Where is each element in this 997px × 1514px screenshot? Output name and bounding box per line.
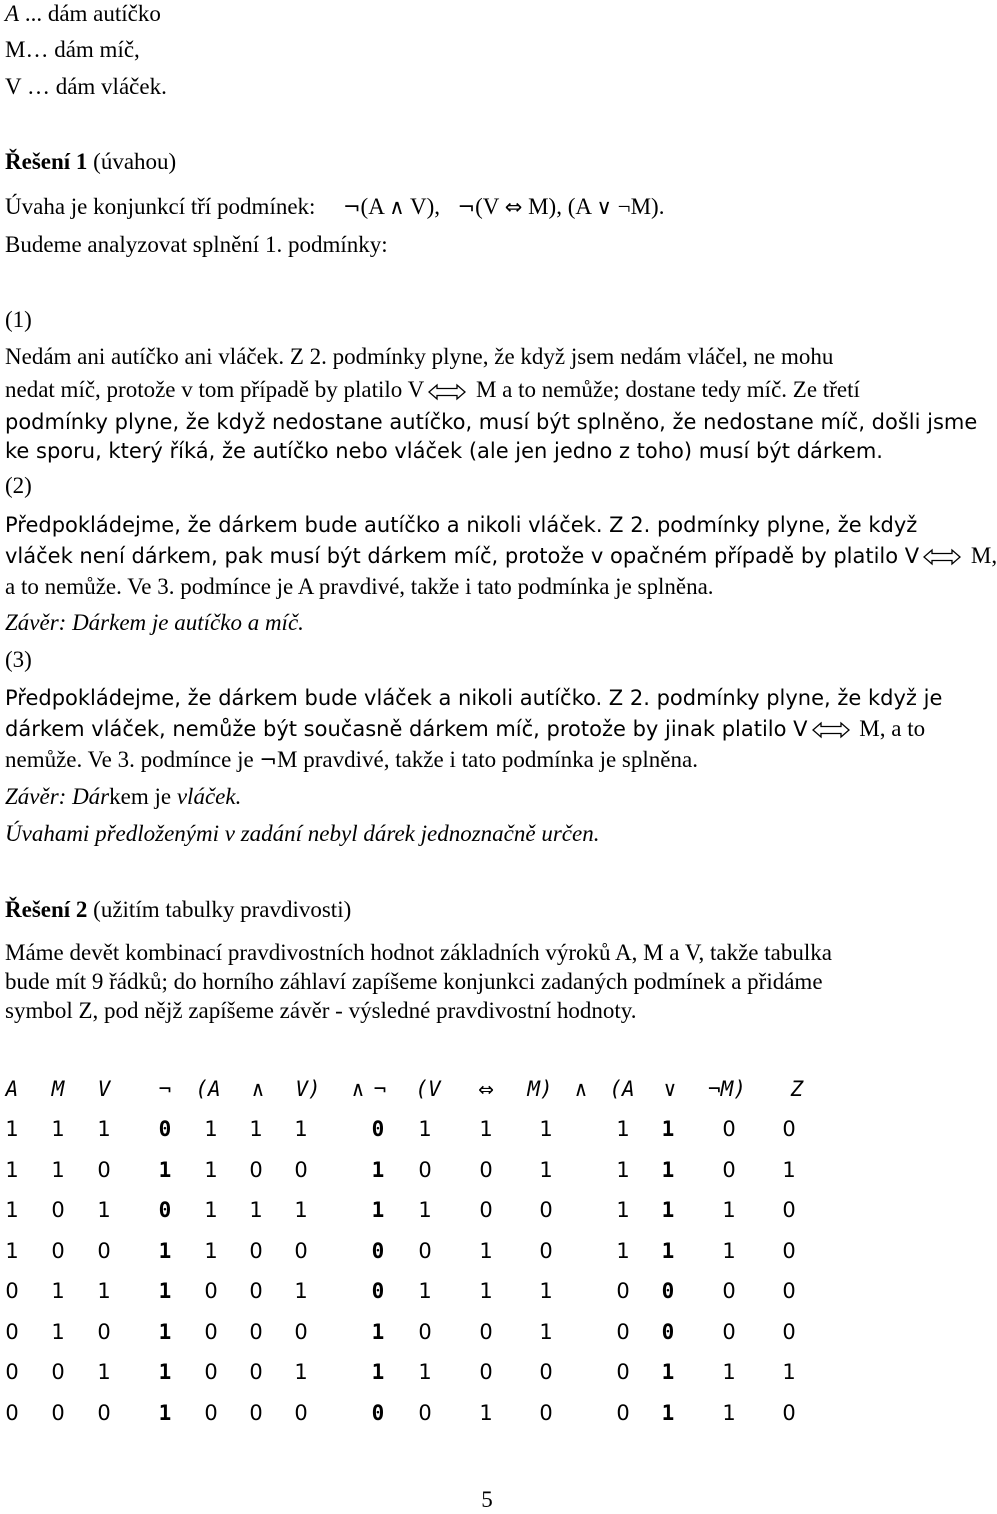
table-cell: 1 [371,1157,385,1182]
table-cell: 0 [51,1198,65,1222]
table-cell: 1 [51,1117,65,1141]
table-row [0,1277,960,1305]
case3-line1: Předpokládejme, že dárkem bude vláček a nikoli autíčko. Z 2. podmínky plyne, že když je [5,686,943,710]
table-cell: 1 [418,1117,432,1141]
table-cell: 0 [371,1400,385,1425]
table-cell: 1 [661,1238,675,1263]
case1-line2: nedat míč, protože v tom případě by platilo V M a to nemůže; dostane tedy míč. Ze třetí [5,377,860,402]
table-cell: 0 [204,1360,218,1384]
case2-line2: vláček není dárkem, pak musí být dárkem míč, protože v opačném případě by platilo V M, [5,543,997,568]
table-cell: 1 [5,1117,19,1141]
table-cell: 1 [97,1279,111,1303]
table-cell: 1 [418,1279,432,1303]
table-cell: 0 [249,1238,263,1263]
header-cell: ¬ [373,1077,387,1101]
table-cell: 0 [97,1238,111,1263]
table-cell: 0 [249,1400,263,1425]
header-cell: ∧ [251,1077,265,1101]
table-cell: 0 [722,1319,736,1344]
intro-line-m: M… dám míč, [5,37,140,62]
table-cell: 1 [371,1360,385,1384]
table-cell: 1 [97,1198,111,1222]
table-cell: 0 [371,1279,385,1303]
case2-conclusion: Závěr: Dárkem je autíčko a míč. [5,610,304,635]
page-number: 5 [481,1487,493,1512]
table-cell: 1 [371,1319,385,1344]
table-cell: 1 [5,1157,19,1182]
table-cell: 0 [204,1400,218,1425]
table-cell: 0 [249,1319,263,1344]
table-row [0,1237,960,1265]
intro-line-v: V … dám vláček. [5,74,167,99]
table-cell: 0 [418,1238,432,1263]
table-cell: 0 [51,1400,65,1425]
table-cell: 1 [51,1279,65,1303]
table-row [0,1399,960,1427]
header-cell: (A [609,1077,635,1101]
table-cell: 1 [616,1198,630,1222]
table-cell: 1 [158,1238,172,1263]
header-cell: (A [195,1077,221,1101]
table-cell: 1 [616,1157,630,1182]
table-cell: 0 [418,1319,432,1344]
table-cell: 1 [51,1157,65,1182]
table-cell: 0 [158,1117,172,1141]
table-cell: 1 [51,1319,65,1344]
solution1-heading: Řešení 1 (úvahou) [5,149,177,174]
table-cell: 0 [249,1360,263,1384]
header-cell: V [97,1077,111,1101]
table-row [0,1156,960,1184]
table-cell: 1 [661,1198,675,1222]
table-row [0,1115,960,1143]
table-cell: 1 [661,1117,675,1141]
table-cell: 1 [782,1360,796,1384]
table-cell: 1 [294,1360,308,1384]
table-cell: 0 [539,1238,553,1263]
table-cell: 0 [97,1400,111,1425]
table-cell: 1 [158,1157,172,1182]
table-cell: 0 [5,1360,19,1384]
table-row [0,1318,960,1346]
header-cell: Z [790,1077,804,1101]
table-cell: 0 [5,1319,19,1344]
header-cell: ∨ [663,1077,677,1101]
equivalence-arrow-icon [428,384,466,400]
case3-line2: dárkem vláček, nemůže být současně dárkem míč, protože by jinak platilo V M, a to [5,716,926,741]
table-cell: 0 [204,1319,218,1344]
table-cell: 1 [661,1157,675,1182]
case1-label: (1) [5,307,32,332]
equivalence-arrow-icon [812,722,850,738]
truth-table-header [0,1075,960,1103]
table-cell: 0 [539,1360,553,1384]
table-cell: 1 [722,1400,736,1425]
table-cell: 0 [722,1117,736,1141]
table-cell: 1 [97,1360,111,1384]
table-cell: 0 [539,1400,553,1425]
table-cell: 0 [97,1157,111,1182]
header-cell: ¬ [158,1077,172,1101]
table-cell: 0 [661,1319,675,1344]
table-cell: 1 [204,1198,218,1222]
table-cell: 0 [479,1319,493,1344]
table-cell: 0 [51,1238,65,1263]
table-cell: 1 [204,1157,218,1182]
table-cell: 1 [204,1238,218,1263]
table-cell: 0 [294,1157,308,1182]
case2-label: (2) [5,473,32,498]
table-cell: 0 [782,1400,796,1425]
header-cell: ∧ [574,1077,588,1101]
header-cell: M) [527,1077,553,1101]
table-cell: 0 [722,1157,736,1182]
table-cell: 0 [722,1279,736,1303]
table-cell: 0 [782,1117,796,1141]
table-cell: 1 [539,1157,553,1182]
table-cell: 1 [158,1400,172,1425]
negation-symbol: ¬ [342,195,361,219]
table-cell: 0 [249,1157,263,1182]
table-cell: 0 [782,1319,796,1344]
table-cell: 1 [294,1198,308,1222]
table-cell: 1 [479,1117,493,1141]
table-row [0,1196,960,1224]
table-cell: 0 [249,1279,263,1303]
table-cell: 1 [616,1238,630,1263]
table-cell: 0 [5,1279,19,1303]
solution2-line1: Máme devět kombinací pravdivostních hodnot základních výroků A, M a V, takže tabulka [5,940,832,965]
table-cell: 0 [51,1360,65,1384]
table-cell: 1 [661,1360,675,1384]
case1-line3: podmínky plyne, že když nedostane autíčko, musí být splněno, že nedostane míč, došli jsme [5,410,978,434]
solution2-heading: Řešení 2 (užitím tabulky pravdivosti) [5,897,352,922]
table-cell: 0 [418,1157,432,1182]
negation-symbol: ¬ [457,195,476,219]
case1-line1: Nedám ani autíčko ani vláček. Z 2. podmínky plyne, že když jsem nedám vláčel, ne mohu [5,344,834,369]
table-cell: 1 [5,1238,19,1263]
case3-conclusion: Závěr: Dárkem je vláček. [5,784,242,809]
table-cell: 1 [722,1198,736,1222]
table-cell: 1 [97,1117,111,1141]
table-cell: 1 [371,1198,385,1222]
table-cell: 1 [539,1117,553,1141]
table-cell: 1 [782,1157,796,1182]
table-cell: 1 [722,1238,736,1263]
table-cell: 0 [294,1238,308,1263]
case3-label: (3) [5,647,32,672]
header-cell: ∧ [351,1077,365,1101]
table-cell: 1 [249,1117,263,1141]
equivalence-arrow-icon [923,549,961,565]
case2-line3: a to nemůže. Ve 3. podmínce je A pravdivé, takže i tato podmínka je splněna. [5,574,714,599]
case1-line4: ke sporu, který říká, že autíčko nebo vláček (ale jen jedno z toho) musí být dárkem. [5,439,883,463]
table-cell: 1 [158,1279,172,1303]
table-cell: 1 [204,1117,218,1141]
header-cell: ⇔ [478,1074,494,1104]
table-row [0,1358,960,1386]
table-cell: 1 [479,1238,493,1263]
table-cell: 0 [158,1198,172,1222]
intro-line-a: A ... dám autíčko [5,1,161,26]
table-cell: 1 [479,1279,493,1303]
table-cell: 1 [616,1117,630,1141]
table-cell: 0 [479,1157,493,1182]
table-cell: 0 [616,1360,630,1384]
solution2-line3: symbol Z, pod nějž zapíšeme závěr - výsledné pravdivostní hodnoty. [5,998,637,1023]
table-cell: 0 [782,1279,796,1303]
table-cell: 0 [539,1198,553,1222]
case2-line1: Předpokládejme, že dárkem bude autíčko a nikoli vláček. Z 2. podmínky plyne, že když [5,513,918,537]
table-cell: 1 [294,1279,308,1303]
table-cell: 1 [249,1198,263,1222]
table-cell: 0 [97,1319,111,1344]
table-cell: 0 [418,1400,432,1425]
table-cell: 0 [616,1319,630,1344]
case3-line3: nemůže. Ve 3. podmínce je ¬M pravdivé, takže i tato podmínka je splněna. [5,747,698,772]
table-cell: 1 [539,1279,553,1303]
header-cell: (V [415,1077,441,1101]
table-cell: 1 [539,1319,553,1344]
header-cell: A [5,1077,19,1101]
table-cell: 1 [294,1117,308,1141]
analyze-line: Budeme analyzovat splnění 1. podmínky: [5,232,388,257]
table-cell: 0 [479,1198,493,1222]
truth-table [0,1075,960,1435]
header-cell: M [51,1077,65,1101]
table-cell: 0 [479,1360,493,1384]
table-cell: 1 [722,1360,736,1384]
table-cell: 1 [5,1198,19,1222]
table-cell: 0 [204,1279,218,1303]
table-cell: 1 [661,1400,675,1425]
table-cell: 1 [479,1400,493,1425]
table-cell: 1 [418,1360,432,1384]
table-cell: 1 [418,1198,432,1222]
table-cell: 0 [371,1238,385,1263]
table-cell: 0 [616,1400,630,1425]
table-cell: 0 [294,1400,308,1425]
header-cell: ¬M) [708,1077,746,1101]
table-cell: 0 [616,1279,630,1303]
solution1-final-note: Úvahami předloženými v zadání nebyl dárek jednoznačně určen. [5,821,600,846]
solution2-line2: bude mít 9 řádků; do horního záhlaví zapíšeme konjunkci zadaných podmínek a přidáme [5,969,823,994]
table-cell: 0 [371,1117,385,1141]
table-cell: 0 [294,1319,308,1344]
table-cell: 1 [158,1360,172,1384]
table-cell: 0 [661,1279,675,1303]
table-cell: 0 [5,1400,19,1425]
table-cell: 0 [782,1198,796,1222]
consideration-line: Úvaha je konjunkcí tří podmínek: ¬(A ∧ V), ¬(V ⇔ M), (A ∨ ¬M). [5,194,665,219]
table-cell: 1 [158,1319,172,1344]
header-cell: V) [295,1077,321,1101]
table-cell: 0 [782,1238,796,1263]
